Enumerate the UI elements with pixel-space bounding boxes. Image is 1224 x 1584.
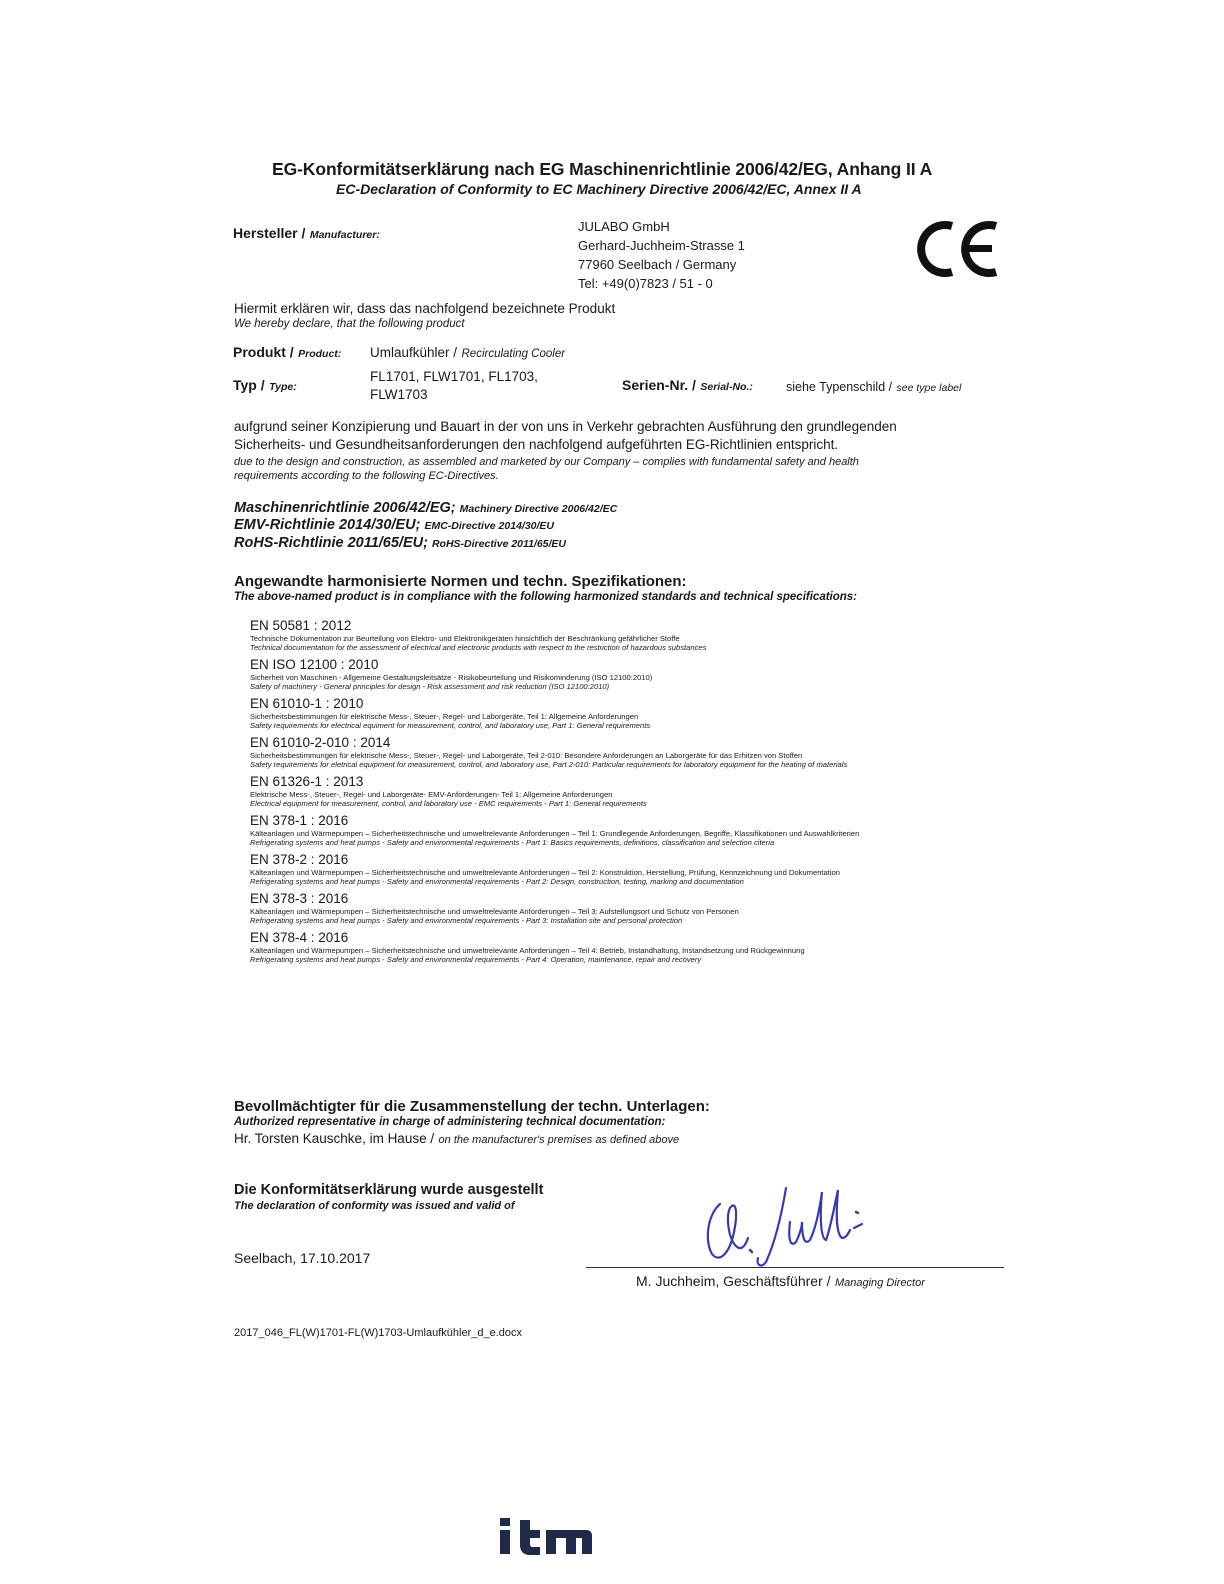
- place-date: Seelbach, 17.10.2017: [234, 1250, 371, 1266]
- type-value-line1: FL1701, FLW1701, FL1703,: [370, 369, 538, 384]
- itm-logo-icon: [500, 1516, 592, 1556]
- basis-text-line2: Sicherheits- und Gesundheitsanforderungen den nachfolgend aufgeführten EG-Richtlinien entspricht.: [234, 437, 839, 452]
- standard-description: Kälteanlagen und Wärmepumpen – Sicherheitstechnische und umweltrelevante Anforderungen – Teil 4: Betrieb, Instandhaltung, Instandsetzung und Rückgewinnung: [250, 946, 805, 955]
- standard-description: Sicherheitsbestimmungen für elektrische Mess-, Steuer-, Regel- und Laborgeräte, Teil 1: Allgemeine Anforderungen: [250, 712, 639, 721]
- standard-code: EN 378-4 : 2016: [250, 930, 349, 945]
- document-title-english: EC-Declaration of Conformity to EC Machinery Directive 2006/42/EC, Annex II A: [336, 181, 862, 197]
- standard-code: EN 61010-1 : 2010: [250, 696, 364, 711]
- standard-item: [250, 851, 950, 886]
- standard-description-english: Refrigerating systems and heat pumps - Safety and environmental requirements - Part 1: Basics requirements, definitions, classification and selection citeria: [250, 838, 775, 847]
- signatory: M. Juchheim, Geschäftsführer / Managing Director: [636, 1273, 925, 1289]
- standard-item: [250, 656, 950, 691]
- standard-description: Kälteanlagen und Wärmepumpen – Sicherheitstechnische und umweltrelevante Anforderungen – Teil 2: Konstruktion, Herstellung, Prüfung, Kennzeichnung und Dokumentation: [250, 868, 841, 877]
- directive-rohs: RoHS-Richtlinie 2011/65/EU; RoHS-Directive 2011/65/EU: [234, 535, 567, 551]
- manufacturer-street: Gerhard-Juchheim-Strasse 1: [578, 238, 745, 253]
- standard-description-english: Electrical equipment for measurement, control, and laboratory use - EMC requirements - Part 1: General requirements: [250, 799, 647, 808]
- directive-emc: EMV-Richtlinie 2014/30/EU; EMC-Directive 2014/30/EU: [234, 517, 555, 533]
- serial-label: Serien-Nr. / Serial-No.:: [622, 377, 753, 393]
- representative-heading: Bevollmächtigter für die Zusammenstellung der techn. Unterlagen:: [234, 1098, 710, 1115]
- standard-code: EN 61010-2-010 : 2014: [250, 735, 391, 750]
- standard-description: Sicherheit von Maschinen - Allgemeine Gestaltungsleitsätze - Risikobeurteilung und Risikominderung (ISO 12100:2010): [250, 673, 653, 682]
- standard-code: EN 378-2 : 2016: [250, 852, 349, 867]
- signature-icon: [690, 1182, 880, 1272]
- standard-description: Kälteanlagen und Wärmepumpen – Sicherheitstechnische und umweltrelevante Anforderungen – Teil 1: Grundlegende Anforderungen, Begriffe, Klassifikationen und Auswahlkriterien: [250, 829, 860, 838]
- standards-heading: Angewandte harmonisierte Normen und techn. Spezifikationen:: [234, 573, 687, 590]
- standard-code: EN ISO 12100 : 2010: [250, 657, 379, 672]
- type-value-line2: FLW1703: [370, 387, 428, 402]
- standard-description-english: Refrigerating systems and heat pumps - Safety and environmental requirements - Part 4: Operation, maintenance, repair and recovery: [250, 955, 702, 964]
- standard-description-english: Safety of machinery - General principles for design - Risk assessment and risk reduction (ISO 12100:2010): [250, 682, 610, 691]
- manufacturer-phone: Tel: +49(0)7823 / 51 - 0: [578, 276, 713, 291]
- issued-heading: Die Konformitätserklärung wurde ausgestellt: [234, 1182, 544, 1198]
- document-filename: 2017_046_FL(W)1701-FL(W)1703-Umlaufkühler_d_e.docx: [234, 1327, 522, 1339]
- ce-mark-icon: [916, 218, 1002, 280]
- manufacturer-label: Hersteller / Manufacturer:: [233, 225, 380, 241]
- standard-code: EN 378-3 : 2016: [250, 891, 349, 906]
- basis-text-english-line2: requirements according to the following EC-Directives.: [234, 470, 499, 482]
- declaration-text-english: We hereby declare, that the following product: [234, 318, 465, 330]
- product-label: Produkt / Product:: [233, 344, 342, 360]
- standard-description: Technische Dokumentation zur Beurteilung von Elektro- und Elektronikgeräten hinsichtlich der Beschränkung gefährlicher Stoffe: [250, 634, 680, 643]
- manufacturer-name: JULABO GmbH: [578, 219, 670, 234]
- standard-description-english: Safety requirements for eletrical equipment for measurement, control, and laboratory use, Part 2-010: Particular requirements for laboratory equipment for the heating of materials: [250, 760, 848, 769]
- standard-item: [250, 617, 950, 652]
- standard-description-english: Refrigerating systems and heat pumps - Safety and environmental requirements - Part 2: Design, construction, testing, marking and documentation: [250, 877, 744, 886]
- directive-machinery: Maschinenrichtlinie 2006/42/EG; Machinery Directive 2006/42/EC: [234, 500, 618, 516]
- issued-heading-english: The declaration of conformity was issued and valid of: [234, 1200, 515, 1212]
- standard-item: [250, 734, 950, 769]
- standards-heading-english: The above-named product is in compliance with the following harmonized standards and technical specifications:: [234, 591, 858, 603]
- basis-text-english-line1: due to the design and construction, as assembled and marketed by our Company – complies with fundamental safety and health: [234, 456, 859, 468]
- signature-line: [586, 1267, 1004, 1268]
- document-title: EG-Konformitätserklärung nach EG Maschinenrichtlinie 2006/42/EG, Anhang II A: [272, 159, 933, 179]
- standard-item: [250, 773, 950, 808]
- standard-item: [250, 812, 950, 847]
- standard-code: EN 61326-1 : 2013: [250, 774, 364, 789]
- representative-heading-english: Authorized representative in charge of administering technical documentation:: [234, 1116, 666, 1128]
- serial-value: siehe Typenschild / see type label: [786, 380, 962, 394]
- standard-item: [250, 695, 950, 730]
- standards-list: [250, 617, 950, 968]
- standard-description-english: Refrigerating systems and heat pumps - Safety and environmental requirements - Part 3: Installation site and personal protection: [250, 916, 683, 925]
- basis-text-line1: aufgrund seiner Konzipierung und Bauart in der von uns in Verkehr gebrachten Ausführung den grundlegenden: [234, 419, 897, 434]
- product-value: Umlaufkühler / Recirculating Cooler: [370, 345, 566, 360]
- standard-description-english: Technical documentation for the assessment of electrical and electronic products with respect to the restriction of hazardous substances: [250, 643, 707, 652]
- standard-description: Kälteanlagen und Wärmepumpen – Sicherheitstechnische und umweltrelevante Anforderungen – Teil 3: Aufstellungsort und Schutz von Personen: [250, 907, 739, 916]
- standard-code: EN 50581 : 2012: [250, 618, 352, 633]
- standard-description: Sicherheitsbestimmungen für elektrische Mess-, Steuer-, Regel- und Laborgeräte, Teil 2-010: Besondere Anforderungen an Laborgeräte für das Erhitzen von Stoffen: [250, 751, 803, 760]
- representative-name: Hr. Torsten Kauschke, im Hause / on the manufacturer's premises as defined above: [234, 1131, 680, 1146]
- standard-item: [250, 929, 950, 964]
- standard-code: EN 378-1 : 2016: [250, 813, 349, 828]
- type-label: Typ / Type:: [233, 377, 297, 393]
- standard-description-english: Safety requirements for electrical equiment for measurement, control, and laboratory use, Part 1: General requirements: [250, 721, 651, 730]
- manufacturer-city: 77960 Seelbach / Germany: [578, 257, 737, 272]
- standard-description: Elektrische Mess-, Steuer-, Regel- und Laborgeräte- EMV-Anforderungen- Teil 1: Allgemeine Anforderungen: [250, 790, 613, 799]
- declaration-text: Hiermit erklären wir, dass das nachfolgend bezeichnete Produkt: [234, 301, 616, 316]
- standard-item: [250, 890, 950, 925]
